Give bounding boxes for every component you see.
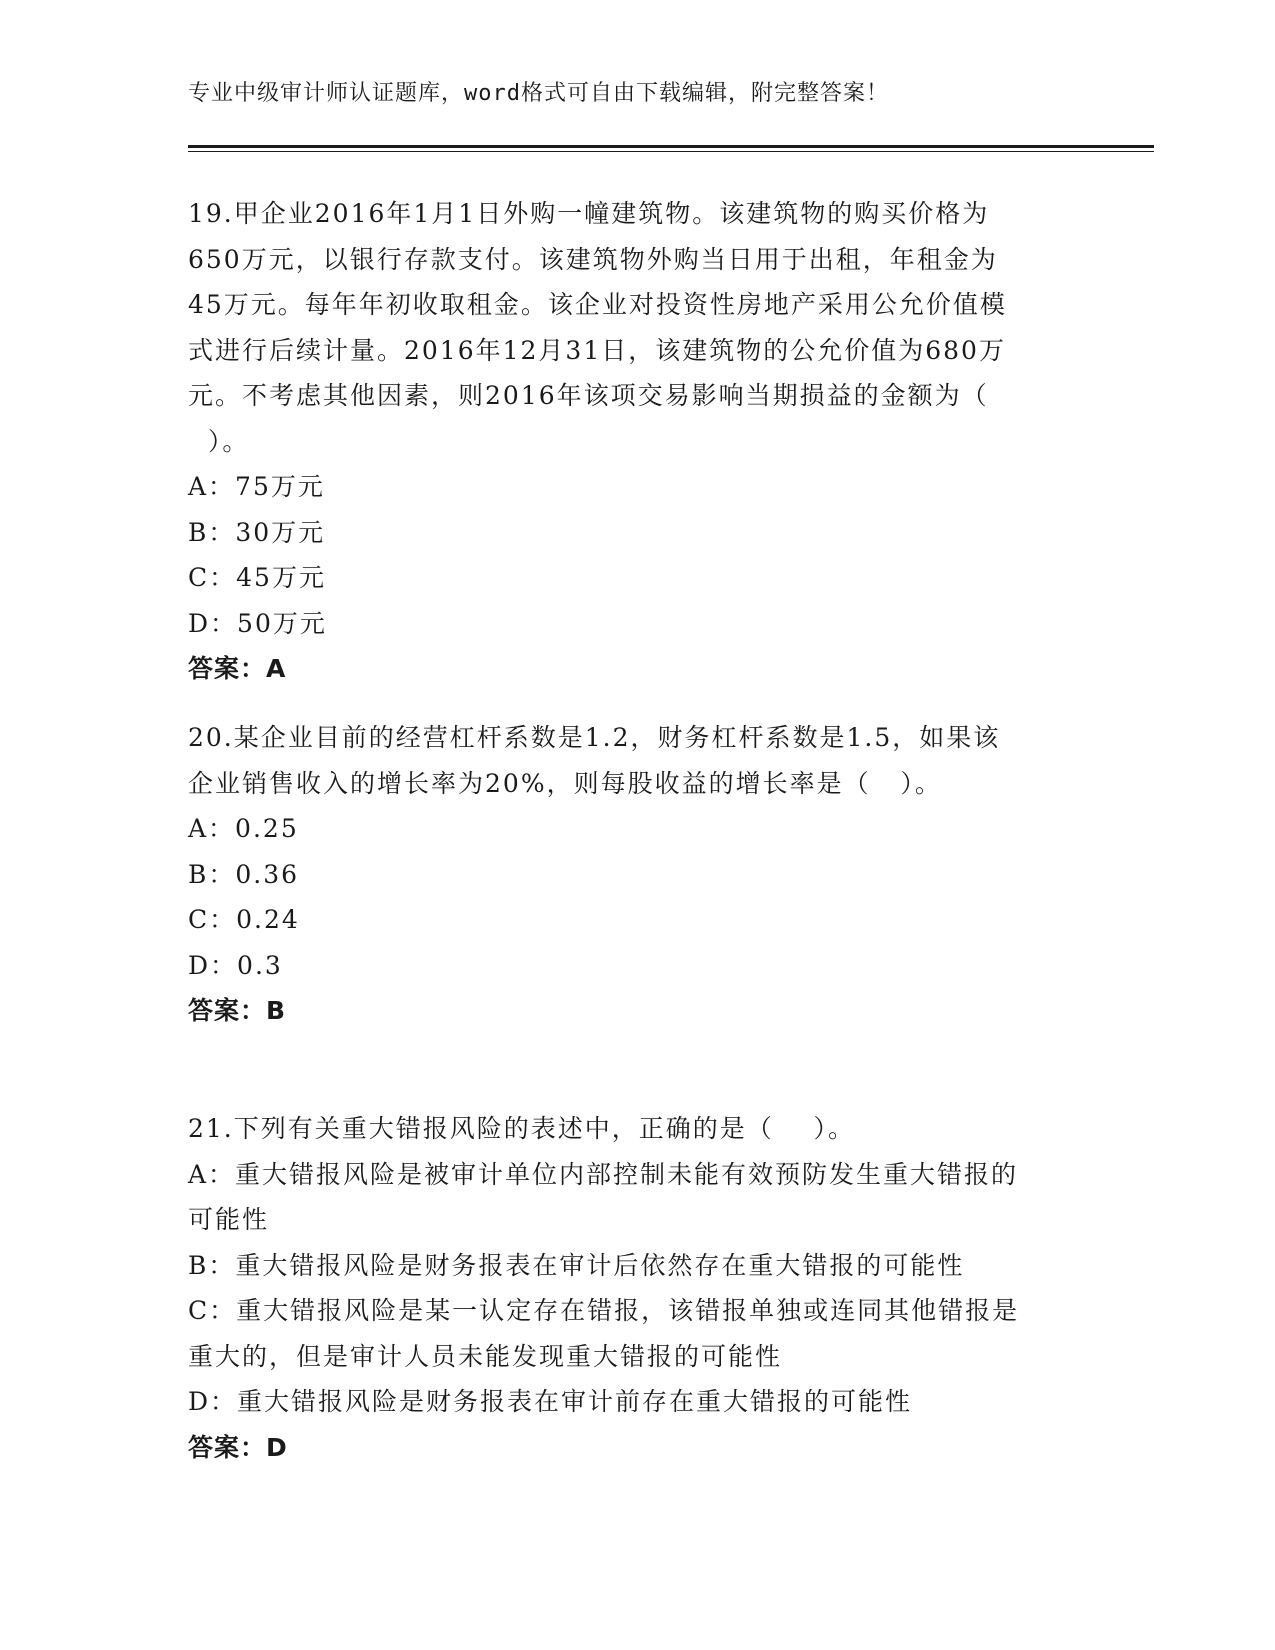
question-text-line: 45万元。每年年初收取租金。该企业对投资性房地产采用公允价值模 — [188, 290, 1007, 319]
option-a: A：0.25 — [188, 814, 299, 843]
option-d: D：重大错报风险是财务报表在审计前存在重大错报的可能性 — [188, 1387, 913, 1416]
header-rule-thin — [188, 151, 1154, 152]
option-a: A：75万元 — [188, 472, 325, 501]
option-d: D：50万元 — [188, 608, 327, 638]
option-b: B：重大错报风险是财务报表在审计后依然存在重大错报的可能性 — [188, 1250, 965, 1280]
option-a: A：重大错报风险是被审计单位内部控制未能有效预防发生重大错报的 — [188, 1159, 1019, 1189]
header-rule-thick — [188, 145, 1154, 148]
answer-label: 答案：D — [188, 1432, 288, 1462]
option-c: C：重大错报风险是某一认定存在错报，该错报单独或连同其他错报是 — [188, 1296, 1020, 1325]
question-text-line: 式进行后续计量。2016年12月31日，该建筑物的公允价值为680万 — [188, 335, 1006, 365]
option-b: B：30万元 — [188, 517, 326, 547]
option-c: C：0.24 — [188, 905, 300, 934]
page-header: 专业中级审计师认证题库，word格式可自由下载编辑，附完整答案！ — [188, 81, 889, 106]
question-text-line: 元。不考虑其他因素，则2016年该项交易影响当期损益的金额为（ — [188, 381, 989, 410]
question-text-line: 21.下列有关重大错报风险的表述中，正确的是（ ）。 — [188, 1114, 856, 1143]
option-d: D：0.3 — [188, 950, 283, 980]
question-20 — [188, 715, 1088, 1034]
option-c-continued: 重大的，但是审计人员未能发现重大错报的可能性 — [188, 1341, 783, 1371]
question-21 — [188, 1106, 1088, 1470]
question-19 — [188, 191, 1088, 692]
answer-label: 答案：A — [188, 654, 287, 683]
question-text-line: 19.甲企业2016年1月1日外购一幢建筑物。该建筑物的购买价格为 — [188, 199, 990, 228]
option-b: B：0.36 — [188, 859, 300, 889]
question-text-line: ）。 — [188, 426, 250, 456]
question-text-line: 企业销售收入的增长率为20%，则每股收益的增长率是（ ）。 — [188, 768, 942, 798]
option-a-continued: 可能性 — [188, 1205, 270, 1234]
question-text-line: 650万元，以银行存款支付。该建筑物外购当日用于出租，年租金为 — [188, 244, 998, 274]
option-c: C：45万元 — [188, 563, 326, 592]
answer-label: 答案：B — [188, 996, 287, 1025]
question-text-line: 20.某企业目前的经营杠杆系数是1.2，财务杠杆系数是1.5，如果该 — [188, 723, 1001, 752]
